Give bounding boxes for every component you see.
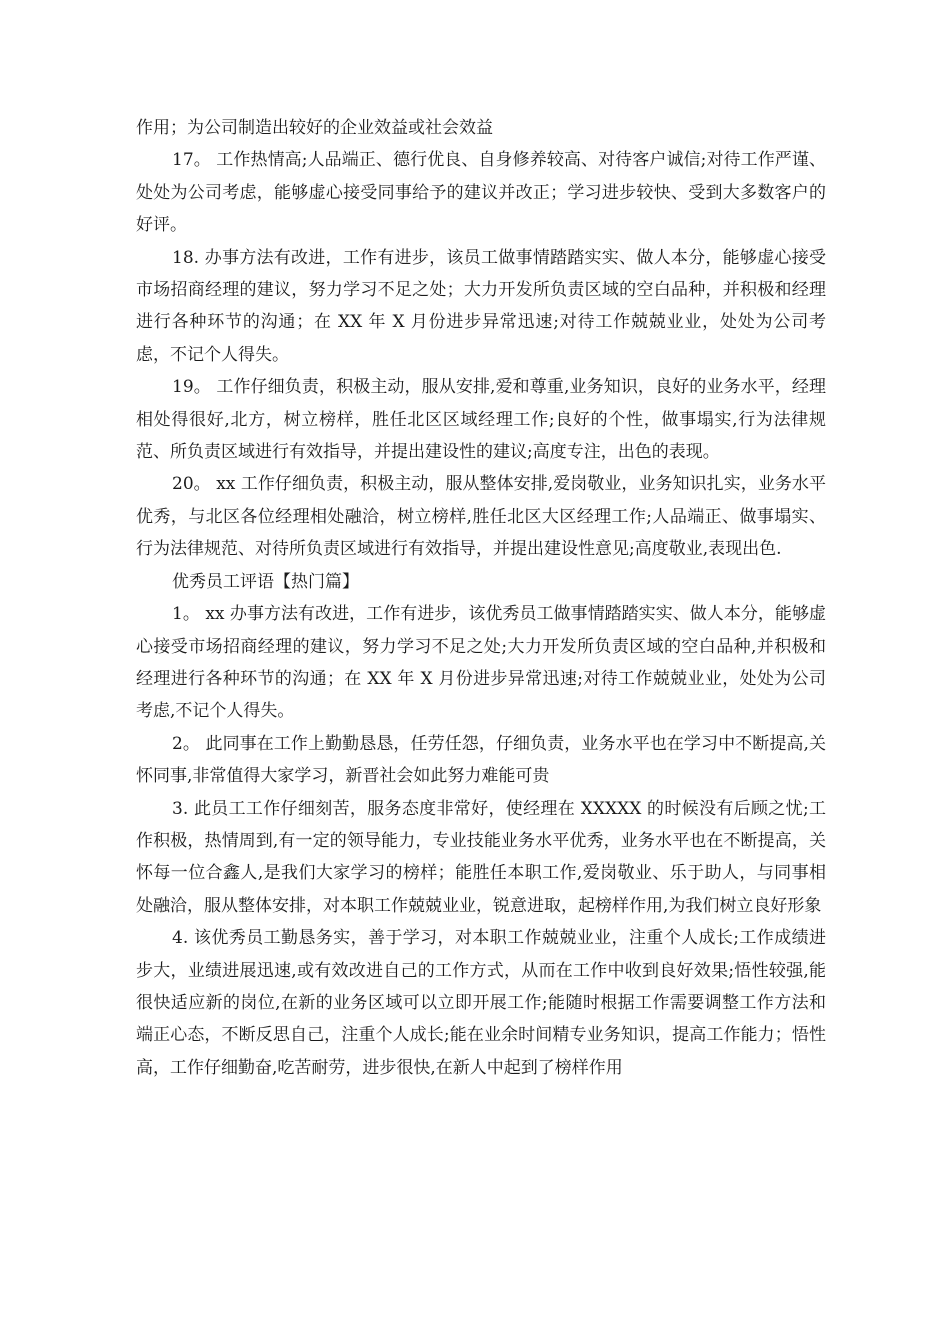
- section-paragraph-3: 3. 此员工工作仔细刻苦，服务态度非常好，使经理在 XXXXX 的时候没有后顾之忧;工作积极，热情周到,有一定的领导能力，专业技能业务水平优秀，业务水平也在不断提高，关怀每一位合鑫人,是我们大家学习的榜样；能胜任本职工作,爱岗敬业、乐于助人，与同事相处融洽，服从整体安排，对本职工作兢兢业业，锐意进取，起榜样作用,为我们树立良好形象: [136, 798, 826, 916]
- paragraph-item-17: 17。 工作热情高;人品端正、德行优良、自身修养较高、对待客户诚信;对待工作严谨、处处为公司考虑，能够虚心接受同事给予的建议并改正；学习进步较快、受到大多数客户的好评。: [136, 150, 826, 236]
- section-paragraph-1: 1。 xx 办事方法有改进，工作有进步，该优秀员工做事情踏踏实实、做人本分，能够虚心接受市场招商经理的建议，努力学习不足之处;大力开发所负责区域的空白品种,并积极和经理进行各种环节的沟通；在 XX 年 X 月份进步异常迅速;对待工作兢兢业业，处处为公司考虑,不记个人得失。: [136, 604, 826, 722]
- section-heading: 优秀员工评语【热门篇】: [172, 571, 359, 592]
- paragraph-item-20: 20。 xx 工作仔细负责，积极主动，服从整体安排,爱岗敬业，业务知识扎实，业务水平优秀，与北区各位经理相处融洽，树立榜样,胜任北区大区经理工作;人品端正、做事塌实、行为法律规范、对待所负责区域进行有效指导，并提出建设性意见;高度敬业,表现出色.: [136, 474, 826, 560]
- paragraph-item-18: 18. 办事方法有改进，工作有进步，该员工做事情踏踏实实、做人本分，能够虚心接受市场招商经理的建议，努力学习不足之处；大力开发所负责区域的空白品种，并积极和经理进行各种环节的沟通；在 XX 年 X 月份进步异常迅速;对待工作兢兢业业，处处为公司考虑，不记个人得失。: [136, 247, 826, 365]
- section-paragraph-2: 2。 此同事在工作上勤勤恳恳，任劳任怨，仔细负责，业务水平也在学习中不断提高,关怀同事,非常值得大家学习，新晋社会如此努力难能可贵: [136, 733, 826, 787]
- document-page: [136, 112, 826, 1084]
- paragraph-continuation: 作用；为公司制造出较好的企业效益或社会效益: [136, 118, 493, 138]
- paragraph-item-19: 19。 工作仔细负责，积极主动，服从安排,爱和尊重,业务知识，良好的业务水平，经理相处得很好,北方，树立榜样，胜任北区区域经理工作;良好的个性，做事塌实,行为法律规范、所负责区域进行有效指导，并提出建设性的建议;高度专注，出色的表现。: [136, 377, 826, 463]
- section-paragraph-4: 4. 该优秀员工勤恳务实，善于学习，对本职工作兢兢业业，注重个人成长;工作成绩进步大，业绩进展迅速,或有效改进自己的工作方式，从而在工作中收到良好效果;悟性较强,能很快适应新的岗位,在新的业务区域可以立即开展工作;能随时根据工作需要调整工作方法和端正心态，不断反思自己，注重个人成长;能在业余时间精专业务知识，提高工作能力；悟性高，工作仔细勤奋,吃苦耐劳，进步很快,在新人中起到了榜样作用: [136, 928, 826, 1078]
